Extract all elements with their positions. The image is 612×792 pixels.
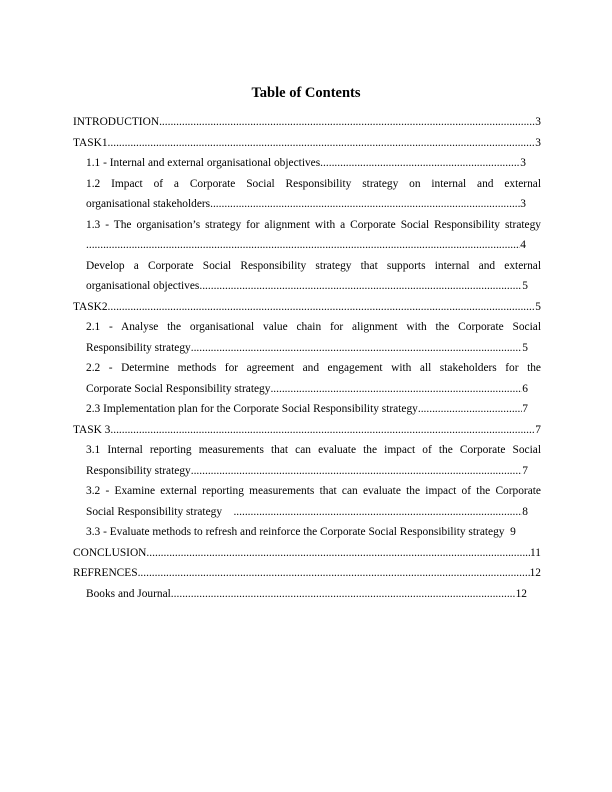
toc-entry-3-3[interactable] bbox=[86, 522, 541, 543]
dot-leader bbox=[210, 194, 520, 215]
dot-leader bbox=[159, 112, 535, 133]
toc-entry-1-3[interactable] bbox=[86, 215, 541, 256]
toc-page-number: 4 bbox=[520, 239, 526, 251]
toc-entry-text: 2.2 - Determine methods for agreement and engagement with all stakeholders for the bbox=[86, 362, 541, 374]
toc-entry-text: 1.2 Impact of a Corporate Social Responsibility strategy on internal and external bbox=[86, 177, 541, 190]
dot-leader bbox=[86, 235, 520, 256]
toc-page-number: 3 bbox=[520, 157, 526, 169]
toc-entry-text: organisational stakeholders bbox=[86, 198, 211, 210]
toc-page-number: 11 bbox=[530, 546, 541, 559]
dot-leader bbox=[108, 297, 536, 318]
toc-entry-1-1[interactable] bbox=[86, 153, 526, 174]
dot-leader bbox=[320, 153, 520, 174]
toc-line bbox=[73, 133, 541, 154]
toc-entry-introduction[interactable] bbox=[73, 112, 541, 133]
toc-line bbox=[86, 399, 528, 420]
toc-line bbox=[86, 358, 541, 379]
toc-entry-books-and-journal[interactable] bbox=[86, 584, 527, 605]
toc-line bbox=[86, 317, 541, 338]
toc-entry-text: CONCLUSION bbox=[73, 546, 147, 559]
toc-line bbox=[86, 584, 527, 605]
toc-line bbox=[86, 502, 528, 523]
dot-leader bbox=[233, 502, 522, 523]
toc-entry-develop-csr[interactable] bbox=[86, 256, 541, 297]
toc-entry-2-2[interactable] bbox=[86, 358, 541, 399]
toc-line bbox=[73, 420, 541, 441]
toc-entry-text: 1.1 - Internal and external organisational objectives bbox=[86, 157, 321, 169]
toc-entry-1-2[interactable] bbox=[86, 174, 541, 215]
toc-entry-text: 3.2 - Examine external reporting measurements that can evaluate the impact of the Corporate bbox=[86, 485, 541, 497]
toc-entry-text: INTRODUCTION bbox=[73, 116, 160, 128]
toc-line bbox=[86, 522, 541, 543]
dot-leader bbox=[108, 133, 536, 154]
toc-entry-task3[interactable] bbox=[73, 420, 541, 441]
toc-line bbox=[86, 338, 528, 359]
toc-entry-task2[interactable] bbox=[73, 297, 541, 318]
toc-entry-3-1[interactable] bbox=[86, 440, 541, 481]
toc-line bbox=[86, 194, 526, 215]
toc-entry-text: 3.3 - Evaluate methods to refresh and reinforce the Corporate Social Responsibility strategy 9 bbox=[86, 526, 516, 538]
toc-entry-text: Corporate Social Responsibility strategy bbox=[86, 382, 271, 395]
toc-entry-2-3[interactable] bbox=[86, 399, 528, 420]
dot-leader bbox=[191, 338, 523, 359]
toc-entry-text: organisational objectives bbox=[86, 280, 200, 292]
toc-line bbox=[86, 481, 541, 502]
toc-entry-3-2[interactable] bbox=[86, 481, 541, 522]
toc-entry-text: Responsibility strategy bbox=[86, 464, 191, 477]
toc-entry-references[interactable] bbox=[73, 563, 541, 584]
toc-line bbox=[86, 276, 528, 297]
toc-page-number: 3 bbox=[535, 116, 541, 128]
toc-line bbox=[86, 153, 526, 174]
toc-entry-text: Responsibility strategy bbox=[86, 341, 191, 354]
toc-line bbox=[86, 215, 541, 236]
dot-leader bbox=[418, 399, 522, 420]
toc-page-number: 6 bbox=[522, 382, 528, 395]
toc-entry-text: REFRENCES bbox=[73, 567, 138, 579]
toc-entry-text: 2.1 - Analyse the organisational value chain for alignment with the Corporate Social bbox=[86, 321, 541, 333]
dot-leader bbox=[191, 461, 523, 482]
toc-line bbox=[73, 563, 541, 584]
toc-page-number: 7 bbox=[522, 464, 528, 477]
toc-page-number: 12 bbox=[515, 587, 527, 600]
toc-page-number: 5 bbox=[522, 280, 528, 292]
toc-entry-text: 1.3 - The organisation’s strategy for alignment with a Corporate Social Responsibility strategy bbox=[86, 218, 541, 231]
toc-line bbox=[73, 543, 541, 564]
dot-leader bbox=[171, 584, 516, 605]
toc-entry-task1[interactable] bbox=[73, 133, 541, 154]
toc-entry-text: Books and Journal bbox=[86, 587, 171, 600]
dot-leader bbox=[138, 563, 530, 584]
toc-page-number: 3 bbox=[520, 198, 526, 210]
toc-page-number: 7 bbox=[522, 403, 528, 415]
toc-page-number: 5 bbox=[522, 341, 528, 354]
toc-entry-text: TASK 3 bbox=[73, 423, 111, 436]
toc-line bbox=[86, 461, 528, 482]
toc-line bbox=[73, 112, 541, 133]
dot-leader bbox=[110, 420, 535, 441]
toc-page-number: 7 bbox=[535, 423, 541, 436]
toc-page-number: 8 bbox=[522, 505, 528, 518]
toc-page-number: 12 bbox=[529, 567, 541, 579]
toc-line bbox=[86, 256, 541, 277]
toc-line bbox=[86, 235, 526, 256]
toc-line bbox=[73, 297, 541, 318]
toc-entry-text: Develop a Corporate Social Responsibility strategy that supports internal and external bbox=[86, 259, 541, 272]
toc-page-number: 5 bbox=[535, 300, 541, 313]
toc-entry-text: 2.3 Implementation plan for the Corporate Social Responsibility strategy bbox=[86, 403, 418, 415]
dot-leader bbox=[199, 276, 522, 297]
dot-leader bbox=[270, 379, 522, 400]
toc-line bbox=[86, 379, 528, 400]
toc-line bbox=[86, 440, 541, 461]
toc-title: Table of Contents bbox=[251, 85, 361, 101]
toc-entry-2-1[interactable] bbox=[86, 317, 541, 358]
toc-entry-conclusion[interactable] bbox=[73, 543, 541, 564]
toc-entry-text: TASK1 bbox=[73, 136, 108, 149]
dot-leader bbox=[146, 543, 530, 564]
toc-entry-text: TASK2 bbox=[73, 300, 108, 313]
toc-entry-text: Social Responsibility strategy bbox=[86, 505, 234, 518]
toc-entry-text: 3.1 Internal reporting measurements that can evaluate the impact of the Corporate Social bbox=[86, 444, 541, 456]
toc-page-number: 3 bbox=[535, 136, 541, 149]
toc-line bbox=[86, 174, 541, 195]
